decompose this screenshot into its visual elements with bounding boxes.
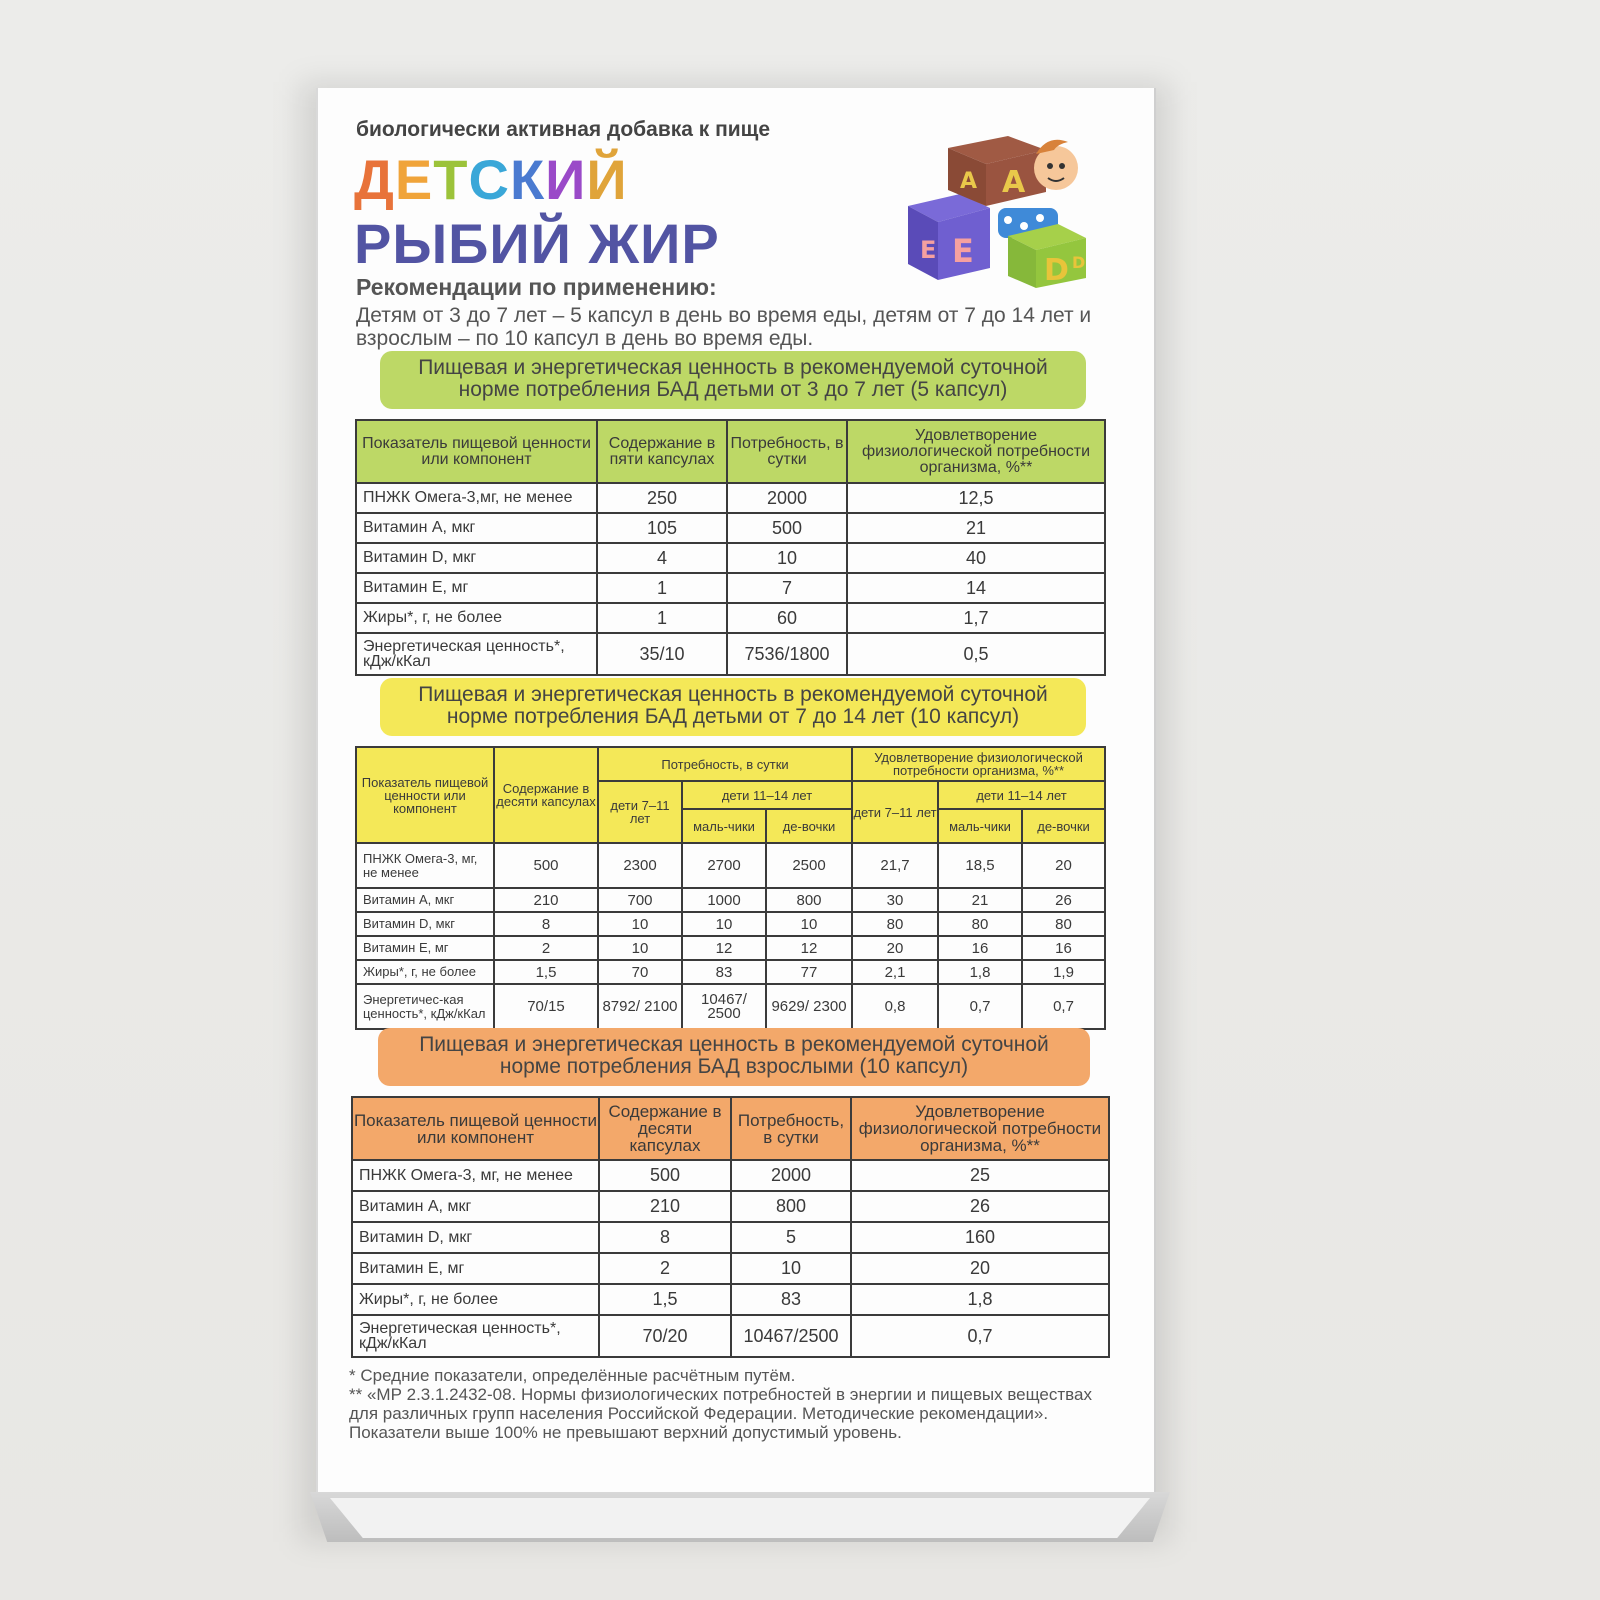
footnote-3: Показатели выше 100% не превышают верхний допустимый уровень. xyxy=(349,1423,902,1442)
col-header-kids-11-14-pct: дети 11–14 лет xyxy=(938,781,1105,809)
recommendations-title: Рекомендации по применению: xyxy=(356,274,717,300)
col-header-need: Потребность, в сутки xyxy=(727,420,847,483)
col-header-satisfaction: Удовлетворение физиологической потребности организма, %** xyxy=(851,1097,1109,1160)
table-row: ПНЖК Омега-3, мг, не менее 500 2000 25 xyxy=(352,1160,1109,1191)
col-header-boys-pct: маль-чики xyxy=(938,809,1022,843)
table-row: Энергетическая ценность*, кДж/кКал 70/20 10467/2500 0,7 xyxy=(352,1315,1109,1357)
col-header-need: Потребность, в сутки xyxy=(598,747,852,781)
col-header-need: Потребность, в сутки xyxy=(731,1097,851,1160)
col-header-indicator: Показатель пищевой ценности или компонент xyxy=(352,1097,599,1160)
table-row: Жиры*, г, не более 1 60 1,7 xyxy=(356,603,1105,633)
box-flap-inner xyxy=(330,1498,1150,1538)
nutrition-table-adults xyxy=(351,1096,1110,1358)
mascot-cubes-illustration xyxy=(908,128,1108,288)
table-row: Витамин Е, мг 2 10 20 xyxy=(352,1253,1109,1284)
nutrition-table-7-14 xyxy=(355,746,1106,1030)
svg-text:A: A xyxy=(1002,165,1026,200)
col-header-girls: де-вочки xyxy=(766,809,852,843)
product-title-line1: ДЕТСКИЙ xyxy=(354,148,628,211)
table-row: Жиры*, г, не более 1,5 70 83 77 2,1 1,8 1,9 xyxy=(356,960,1105,984)
table-row: Витамин А, мкг 210 800 26 xyxy=(352,1191,1109,1222)
svg-text:E: E xyxy=(952,232,974,270)
section1-heading: Пищевая и энергетическая ценность в рекомендуемой суточной норме потребления БАД детьми от 3 до 7 лет (5 капсул) xyxy=(380,351,1086,409)
col-header-girls-pct: де-вочки xyxy=(1022,809,1105,843)
footnote-2: ** «МР 2.3.1.2432-08. Нормы физиологических потребностей в энергии и пищевых веществах для различных групп населения Российской Федерации. Методические рекомендации». xyxy=(349,1385,1092,1423)
svg-text:A: A xyxy=(960,169,978,194)
table-row: Жиры*, г, не более 1,5 83 1,8 xyxy=(352,1284,1109,1315)
col-header-kids-11-14: дети 11–14 лет xyxy=(682,781,852,809)
footnote-1: * Средние показатели, определённые расчётным путём. xyxy=(349,1366,796,1385)
product-title-line2: РЫБИЙ ЖИР xyxy=(354,212,720,275)
col-header-content: Содержание в десяти капсулах xyxy=(494,747,598,843)
table-row: Витамин Е, мг 1 7 14 xyxy=(356,573,1105,603)
nutrition-table-3-7 xyxy=(355,419,1106,676)
table-row: Витамин D, мкг 8 5 160 xyxy=(352,1222,1109,1253)
col-header-content: Содержание в десяти капсулах xyxy=(599,1097,731,1160)
col-header-boys: маль-чики xyxy=(682,809,766,843)
col-header-content: Содержание в пяти капсулах xyxy=(597,420,727,483)
svg-text:D: D xyxy=(1072,253,1086,272)
section2-heading: Пищевая и энергетическая ценность в рекомендуемой суточной норме потребления БАД детьми от 7 до 14 лет (10 капсул) xyxy=(380,678,1086,736)
table-row: Витамин А, мкг 210 700 1000 800 30 21 26 xyxy=(356,888,1105,912)
recommendations-text: Детям от 3 до 7 лет – 5 капсул в день во время еды, детям от 7 до 14 лет и взрослым – по 10 капсул в день во время еды. xyxy=(356,304,1092,350)
col-header-satisfaction: Удовлетворение физиологической потребности организма, %** xyxy=(847,420,1105,483)
col-header-kids-7-11-pct: дети 7–11 лет xyxy=(852,781,938,843)
table-row: ПНЖК Омега-3, мг, не менее 500 2300 2700 2500 21,7 18,5 20 xyxy=(356,843,1105,888)
section3-heading: Пищевая и энергетическая ценность в рекомендуемой суточной норме потребления БАД взрослыми (10 капсул) xyxy=(378,1028,1090,1086)
table-row: Энергетичес-кая ценность*, кДж/кКал 70/15 8792/ 2100 10467/ 2500 9629/ 2300 0,8 0,7 0,7 xyxy=(356,984,1105,1029)
col-header-kids-7-11: дети 7–11 лет xyxy=(598,781,682,843)
product-subtitle: биологически активная добавка к пище xyxy=(356,118,771,141)
table-row: ПНЖК Омега-3,мг, не менее 250 2000 12,5 xyxy=(356,483,1105,513)
col-header-indicator: Показатель пищевой ценности или компонент xyxy=(356,420,597,483)
table-row: Витамин Е, мг 2 10 12 12 20 16 16 xyxy=(356,936,1105,960)
svg-text:D: D xyxy=(1044,253,1069,288)
col-header-satisfaction: Удовлетворение физиологической потребности организма, %** xyxy=(852,747,1105,781)
table-row: Витамин D, мкг 4 10 40 xyxy=(356,543,1105,573)
svg-text:E: E xyxy=(920,236,937,264)
footnotes xyxy=(349,1366,1119,1442)
table-row: Витамин А, мкг 105 500 21 xyxy=(356,513,1105,543)
table-row: Витамин D, мкг 8 10 10 10 80 80 80 xyxy=(356,912,1105,936)
table-row: Энергетическая ценность*, кДж/кКал 35/10 7536/1800 0,5 xyxy=(356,633,1105,675)
col-header-indicator: Показатель пищевой ценности или компонент xyxy=(356,747,494,843)
